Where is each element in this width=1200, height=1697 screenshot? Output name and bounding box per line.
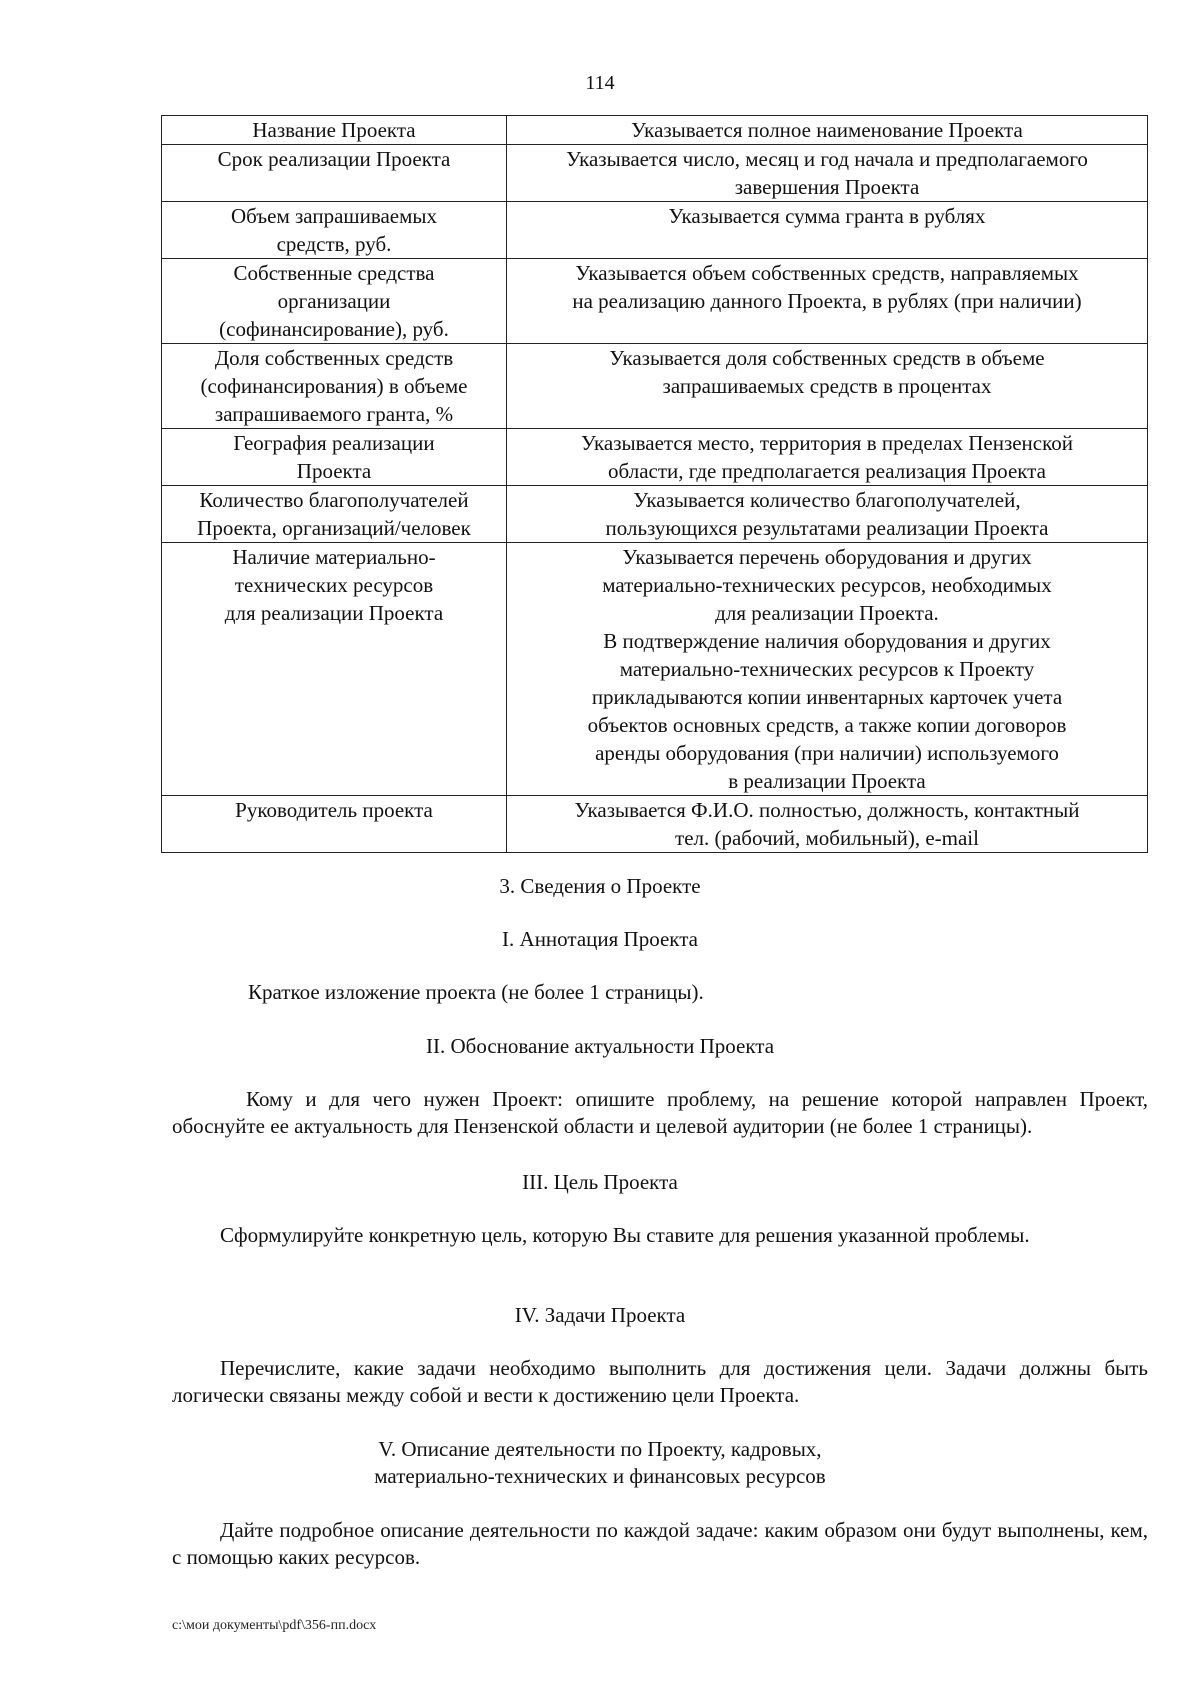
table-row: [162, 344, 1148, 429]
row-value-line: Указывается число, месяц и год начала и предполагаемого: [566, 147, 1088, 171]
row-value-cell: [507, 145, 1148, 202]
row-value-cell: [507, 259, 1148, 344]
row-value-line: материально-технических ресурсов, необходимых: [602, 573, 1052, 597]
row-label-cell: [162, 116, 507, 145]
row-value-line: в реализации Проекта: [728, 769, 926, 793]
project-info-table: [161, 115, 1148, 853]
row-value-line: тел. (рабочий, мобильный), e-mail: [675, 826, 979, 850]
table-row: [162, 202, 1148, 259]
row-label-line: Собственные средства: [233, 261, 435, 285]
activity-heading-line2: материально-технических и финансовых ресурсов: [374, 1464, 826, 1488]
row-value-cell: [507, 116, 1148, 145]
goal-heading: III. Цель Проекта: [522, 1170, 678, 1194]
section-title: 3. Сведения о Проекте: [499, 874, 701, 898]
row-label-line: Доля собственных средств: [214, 346, 454, 370]
row-value-line: прикладываются копии инвентарных карточек учета: [591, 685, 1063, 709]
row-label-cell: [162, 429, 507, 486]
file-path-footer: c:\мои документы\pdf\356-пп.docx: [172, 1618, 377, 1633]
row-label-line: технических ресурсов: [234, 573, 434, 597]
row-label-cell: [162, 796, 507, 853]
activity-text: Дайте подробное описание деятельности по каждой задаче: каким образом они будут выполнены, кем, с помощью каких ресурсов.: [172, 1518, 1148, 1569]
row-value-line: аренды оборудования (при наличии) используемого: [595, 741, 1059, 765]
row-value-line: Указывается доля собственных средств в объеме: [609, 346, 1045, 370]
row-value-line: для реализации Проекта.: [715, 601, 939, 625]
row-label-cell: [162, 145, 507, 202]
row-value-line: Указывается перечень оборудования и других: [622, 545, 1032, 569]
row-label-cell: [162, 344, 507, 429]
row-value-cell: [507, 202, 1148, 259]
goal-text: Сформулируйте конкретную цель, которую Вы ставите для решения указанной проблемы.: [220, 1223, 1030, 1247]
annotation-text: Краткое изложение проекта (не более 1 страницы).: [248, 980, 704, 1004]
row-label-line: Срок реализации Проекта: [217, 147, 451, 171]
row-value-cell: [507, 796, 1148, 853]
row-label-cell: [162, 259, 507, 344]
row-label-line: (софинансирование), руб.: [219, 317, 449, 341]
row-label-line: Объем запрашиваемых: [230, 204, 438, 228]
row-value-line: запрашиваемых средств в процентах: [662, 374, 992, 398]
row-label-line: Количество благополучателей: [199, 488, 469, 512]
row-value-line: пользующихся результатами реализации Проекта: [605, 516, 1049, 540]
row-value-line: области, где предполагается реализация Проекта: [608, 459, 1046, 483]
table-row: [162, 145, 1148, 202]
table-row: [162, 486, 1148, 543]
relevance-text: Кому и для чего нужен Проект: опишите проблему, на решение которой направлен Проект, обоснуйте ее актуальность для Пензенской области и целевой аудитории (не более 1 страницы).: [172, 1087, 1148, 1138]
row-value-cell: [507, 429, 1148, 486]
table-row: [162, 429, 1148, 486]
row-value-cell: [507, 344, 1148, 429]
activity-heading-line1: V. Описание деятельности по Проекту, кадровых,: [378, 1437, 822, 1461]
row-label-line: для реализации Проекта: [224, 601, 444, 625]
row-value-cell: [507, 543, 1148, 796]
row-label-cell: [162, 543, 507, 796]
page-number: 114: [585, 72, 615, 94]
row-value-line: Указывается Ф.И.О. полностью, должность, контактный: [574, 798, 1080, 822]
row-value-line: материально-технических ресурсов к Проекту: [619, 657, 1035, 681]
row-label-cell: [162, 486, 507, 543]
row-value-line: Указывается объем собственных средств, направляемых: [575, 261, 1079, 285]
row-value-line: объектов основных средств, а также копии договоров: [587, 713, 1067, 737]
row-label-line: Руководитель проекта: [235, 798, 433, 822]
row-label-line: средств, руб.: [276, 232, 392, 256]
row-label-line: (софинансирования) в объеме: [200, 374, 468, 398]
row-value-cell: [507, 486, 1148, 543]
row-value-line: Указывается количество благополучателей,: [633, 488, 1021, 512]
row-value-line: завершения Проекта: [734, 175, 920, 199]
row-label-line: Проекта: [296, 459, 372, 483]
annotation-heading: I. Аннотация Проекта: [502, 927, 698, 951]
tasks-text: Перечислите, какие задачи необходимо выполнить для достижения цели. Задачи должны быть логически связаны между собой и вести к достижению цели Проекта.: [172, 1356, 1148, 1407]
row-label-line: организации: [277, 289, 391, 313]
row-value-line: Указывается сумма гранта в рублях: [668, 204, 986, 228]
row-value-line: на реализацию данного Проекта, в рублях (при наличии): [572, 289, 1082, 313]
row-label-line: Название Проекта: [252, 118, 416, 142]
row-value-line: Указывается полное наименование Проекта: [631, 118, 1023, 142]
row-label-line: География реализации: [233, 431, 435, 455]
row-label-cell: [162, 202, 507, 259]
row-label-line: запрашиваемого гранта, %: [214, 402, 454, 426]
row-value-line: В подтверждение наличия оборудования и других: [603, 629, 1051, 653]
table-row: [162, 259, 1148, 344]
tasks-heading: IV. Задачи Проекта: [514, 1303, 686, 1327]
table-row: [162, 116, 1148, 145]
table-row: [162, 796, 1148, 853]
row-value-line: Указывается место, территория в пределах Пензенской: [581, 431, 1073, 455]
row-label-line: Наличие материально-: [232, 545, 436, 569]
row-label-line: Проекта, организаций/человек: [197, 516, 471, 540]
relevance-heading: II. Обоснование актуальности Проекта: [425, 1034, 775, 1058]
table-row: [162, 543, 1148, 796]
